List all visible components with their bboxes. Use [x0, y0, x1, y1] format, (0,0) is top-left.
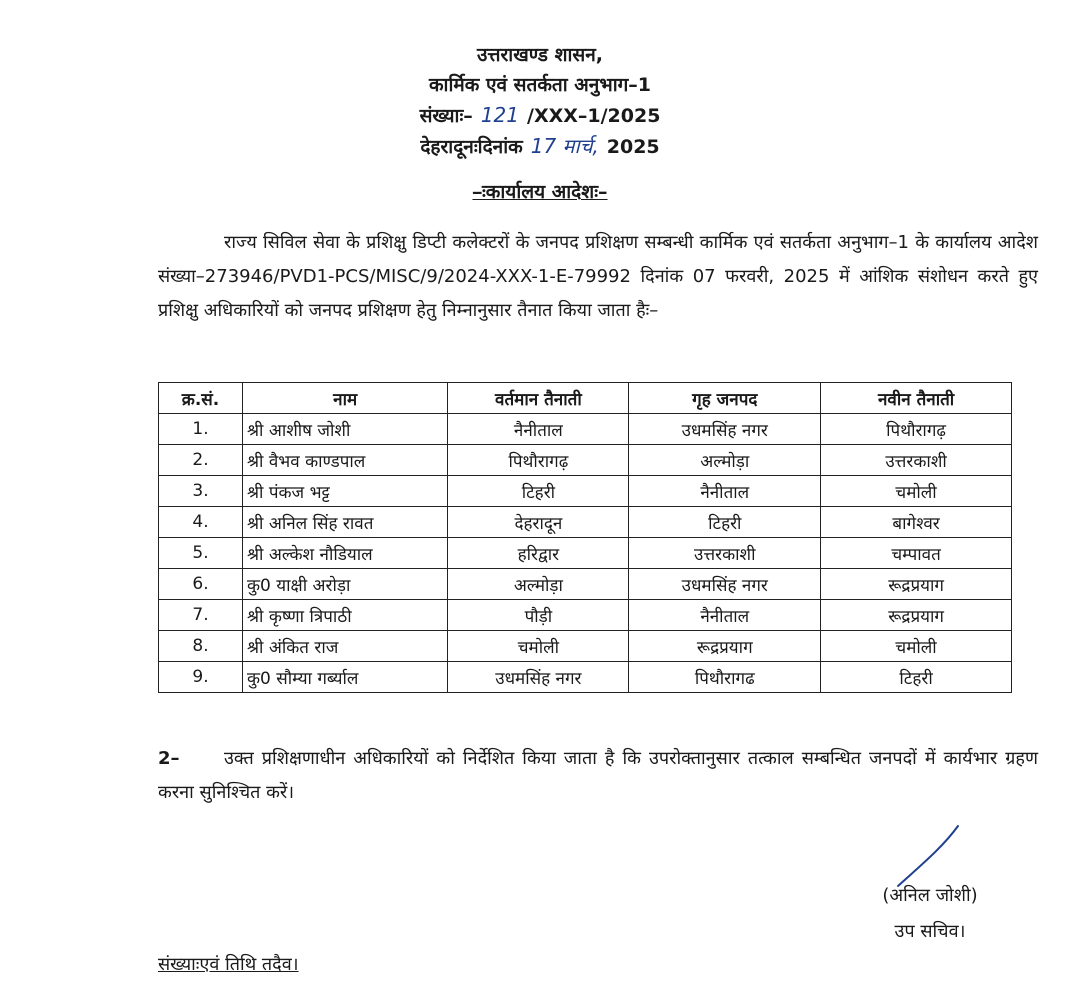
cell-current-posting: पिथौरागढ़ — [448, 445, 629, 476]
cell-serial: 2. — [159, 445, 243, 476]
header-new-posting: नवीन तैनाती — [821, 383, 1012, 414]
order-number — [0, 100, 1080, 131]
order-date-year: 2025 — [606, 136, 660, 158]
cell-current-posting: उधमसिंह नगर — [448, 662, 629, 693]
cell-serial: 6. — [159, 569, 243, 600]
cell-current-posting: देहरादून — [448, 507, 629, 538]
order-date-prefix: देहरादूनःदिनांक — [420, 136, 523, 158]
table-row — [159, 476, 1012, 507]
cell-new-posting: चमोली — [821, 476, 1012, 507]
cell-name: श्री कृष्णा त्रिपाठी — [243, 600, 448, 631]
table-row — [159, 507, 1012, 538]
cell-name: श्री अनिल सिंह रावत — [243, 507, 448, 538]
cell-new-posting: टिहरी — [821, 662, 1012, 693]
cell-home-district: नैनीताल — [629, 600, 821, 631]
cell-new-posting: चमोली — [821, 631, 1012, 662]
cell-new-posting: रूद्रप्रयाग — [821, 569, 1012, 600]
cell-home-district: रूद्रप्रयाग — [629, 631, 821, 662]
cell-home-district: पिथौरागढ — [629, 662, 821, 693]
table-header-row — [159, 383, 1012, 414]
header-home-district: गृह जनपद — [629, 383, 821, 414]
order-paragraph-2 — [158, 742, 1038, 810]
cell-name: श्री अल्केश नौडियाल — [243, 538, 448, 569]
cell-name: कु0 सौम्या गर्ब्याल — [243, 662, 448, 693]
cell-serial: 1. — [159, 414, 243, 445]
order-number-suffix: /XXX–1/2025 — [527, 105, 661, 127]
cell-name: श्री अंकित राज — [243, 631, 448, 662]
cell-current-posting: पौड़ी — [448, 600, 629, 631]
posting-table — [158, 382, 1012, 693]
table-row — [159, 631, 1012, 662]
cell-serial: 5. — [159, 538, 243, 569]
order-number-handwritten: 121 — [480, 103, 519, 127]
order-date-handwritten: 17 मार्च, — [530, 134, 599, 158]
footer-reference: संख्याःएवं तिथि तदैव। — [158, 954, 299, 975]
table-row — [159, 445, 1012, 476]
order-number-prefix: संख्याः– — [419, 105, 473, 127]
cell-serial: 4. — [159, 507, 243, 538]
cell-name: श्री आशीष जोशी — [243, 414, 448, 445]
cell-name: श्री पंकज भट्ट — [243, 476, 448, 507]
table-row — [159, 600, 1012, 631]
cell-serial: 8. — [159, 631, 243, 662]
header-name: नाम — [243, 383, 448, 414]
cell-new-posting: रूद्रप्रयाग — [821, 600, 1012, 631]
cell-name: श्री वैभव काण्डपाल — [243, 445, 448, 476]
cell-serial: 9. — [159, 662, 243, 693]
cell-serial: 7. — [159, 600, 243, 631]
cell-current-posting: चमोली — [448, 631, 629, 662]
cell-new-posting: उत्तरकाशी — [821, 445, 1012, 476]
document-header — [0, 40, 1080, 162]
table-row — [159, 538, 1012, 569]
cell-name: कु0 याक्षी अरोड़ा — [243, 569, 448, 600]
table-row — [159, 569, 1012, 600]
cell-current-posting: टिहरी — [448, 476, 629, 507]
cell-current-posting: हरिद्वार — [448, 538, 629, 569]
cell-home-district: नैनीताल — [629, 476, 821, 507]
government-name: उत्तराखण्ड शासन, — [476, 44, 604, 66]
cell-home-district: अल्मोड़ा — [629, 445, 821, 476]
table-row — [159, 662, 1012, 693]
header-current-posting: वर्तमान तैनाती — [448, 383, 629, 414]
table-row — [159, 414, 1012, 445]
order-paragraph-1: राज्य सिविल सेवा के प्रशिक्षु डिप्टी कलेक्टरों के जनपद प्रशिक्षण सम्बन्धी कार्मिक एवं सतर्कता अनुभाग–1 के कार्यालय आदेश संख्या–273946/PVD1-PCS/MISC/9/2024-XXX-1-E-79992 दिनांक 07 फरवरी, 2025 में आंशिक संशोधन करते हुए प्रशिक्षु अधिकारियों को जनपद प्रशिक्षण हेतु निम्नानुसार तैनात किया जाता हैः– — [158, 232, 1038, 321]
cell-home-district: टिहरी — [629, 507, 821, 538]
department-name: कार्मिक एवं सतर्कता अनुभाग–1 — [428, 74, 652, 96]
signatory-name: (अनिल जोशी) — [882, 885, 978, 906]
cell-home-district: उधमसिंह नगर — [629, 569, 821, 600]
paragraph-number: 2– — [158, 748, 180, 769]
header-serial: क्र.सं. — [159, 383, 243, 414]
cell-home-district: उत्तरकाशी — [629, 538, 821, 569]
order-date — [0, 131, 1080, 162]
cell-new-posting: पिथौरागढ़ — [821, 414, 1012, 445]
cell-new-posting: बागेश्वर — [821, 507, 1012, 538]
cell-current-posting: अल्मोड़ा — [448, 569, 629, 600]
signature-block — [840, 878, 1020, 950]
signatory-designation: उप सचिव। — [894, 921, 966, 942]
cell-new-posting: चम्पावत — [821, 538, 1012, 569]
cell-current-posting: नैनीताल — [448, 414, 629, 445]
office-order-title: –ःकार्यालय आदेशः– — [472, 181, 608, 203]
paragraph-2-text: उक्त प्रशिक्षणाधीन अधिकारियों को निर्देशित किया जाता है कि उपरोक्तानुसार तत्काल सम्बन्धित जनपदों में कार्यभार ग्रहण करना सुनिश्चित करें। — [158, 748, 1038, 803]
cell-serial: 3. — [159, 476, 243, 507]
cell-home-district: उधमसिंह नगर — [629, 414, 821, 445]
